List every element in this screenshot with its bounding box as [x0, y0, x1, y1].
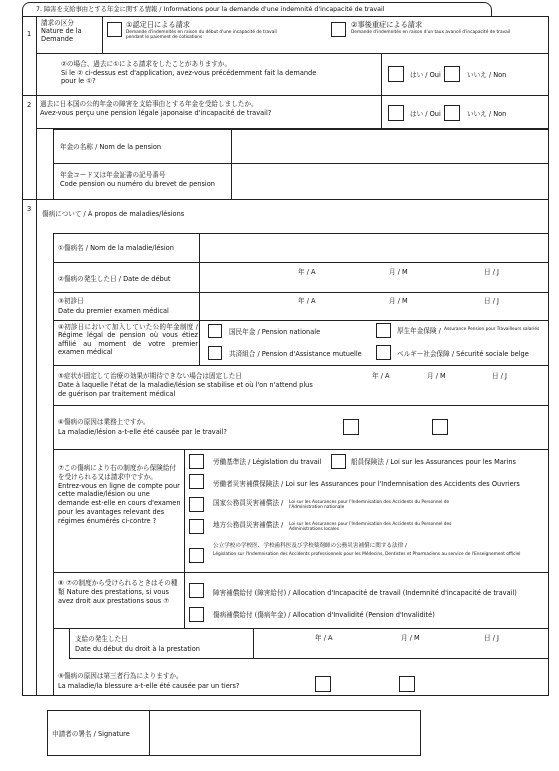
- labor-standards-label: 労働基準法 / Législation du travail: [213, 458, 322, 466]
- national-civil-servants-checkbox[interactable]: [189, 497, 204, 512]
- invalidity-compensation-label: 傷病補償給付 (傷病年金) / Allocation d'Invalidité (Pension d'Invalidité): [213, 611, 435, 619]
- post-aggravation-subtitle: Demande d'indemnités en raison d'un taux avancé d'incapacité de travail: [351, 30, 511, 35]
- prior-claim-question: ②の場合、過去に①による請求をしたことがありますか。 Si le ② ci-dessus est d'application, avez-vous précédemment fait la demande pour le ①?: [61, 60, 317, 86]
- third-party-no-checkbox[interactable]: [399, 676, 415, 692]
- past-pension-question: 過去に日本国の公的年金の障害を支給事由とする年金を受給しましたか。 Avez-vous perçu une pension légale japonaise d'incapacité de travail?: [40, 100, 272, 117]
- prior-claim-yes-label: はい / Oui: [410, 71, 441, 79]
- past-pension-no-label: いいえ / Non: [467, 110, 507, 118]
- prior-claim-no-label: いいえ / Non: [467, 71, 507, 79]
- pension-code-label: 年金コード又は年金証書の記号番号 Code pension ou numéro du brevet de pension: [60, 171, 215, 188]
- employees-pension-jp: 厚生年金保険 /: [397, 327, 441, 335]
- workers-accident-label: 労働者災害補償保険法 / Loi sur les Assurances pour l'Indemnisation des Accidents des Ouvriers: [213, 480, 520, 488]
- first-exam-label: ③初診日 Date du premier examen médical: [58, 297, 169, 315]
- national-pension-checkbox[interactable]: [208, 324, 222, 338]
- work-related-no-checkbox[interactable]: [432, 419, 448, 435]
- labor-standards-checkbox[interactable]: [189, 454, 204, 469]
- pension-name-label: 年金の名称 / Nom de la pension: [60, 143, 162, 151]
- belgian-social-security-checkbox[interactable]: [376, 345, 391, 360]
- nature-label: 請求の区分 Nature de la Demande: [41, 19, 82, 44]
- first-exam-day-label: 日 / J: [484, 297, 499, 305]
- past-pension-no-checkbox[interactable]: [444, 105, 460, 121]
- initial-claim-title: ①認定日による請求: [126, 20, 190, 29]
- belgian-social-security-label: ベルギー社会保障 / Sécurité sociale belge: [397, 350, 529, 358]
- first-exam-year-label: 年 / A: [298, 297, 316, 305]
- disability-compensation-checkbox[interactable]: [189, 583, 204, 598]
- section-1-number: 1: [27, 30, 32, 38]
- prior-claim-no-checkbox[interactable]: [444, 66, 460, 82]
- initial-claim-checkbox[interactable]: [107, 22, 122, 37]
- section-3-number: 3: [27, 205, 32, 213]
- post-aggravation-title: ②事後重症による請求: [351, 20, 423, 29]
- section-title: 7. 障害を支給事由とする年金に関する情報 / Informations pour la demande d'une indemnité d'incapacité de travail: [36, 6, 385, 13]
- third-party-question: ⑨傷病の原因は第三者行為によりますか。 La maladie/la blessure a-t-elle été causée par un tiers?: [58, 672, 240, 690]
- stabilization-date-label: ⑤症状が固定して治療の効果が期待できない場合は固定した日 Date à laquelle l'état de la maladie/lésion se stabilise et où l'on n'attend plus de guérison par traitement médical: [58, 372, 313, 398]
- local-civil-servants-fr: Loi sur les Assurances pour l'Indemnisation des Accidents du Personnel des Administrations locales: [289, 522, 452, 533]
- benefit-start-date-label: 支給の発生した日 Date du début du droit à la prestation: [75, 635, 200, 653]
- national-civil-servants-jp: 国家公務員災害補償法 /: [213, 499, 284, 507]
- first-exam-month-label: 月 / M: [389, 297, 408, 305]
- onset-day-label: 日 / J: [484, 268, 499, 276]
- local-civil-servants-checkbox[interactable]: [189, 519, 204, 534]
- signature-field[interactable]: [151, 711, 420, 755]
- invalidity-compensation-checkbox[interactable]: [189, 607, 204, 622]
- pension-regime-label: ④初診日において加入していた公的年金制度 / Régime légal de pension où vous étiez affilié au moment de votre premier examen médical: [58, 323, 198, 357]
- local-civil-servants-jp: 地方公務員災害補償法 /: [213, 521, 284, 529]
- school-medical-checkbox[interactable]: [189, 548, 204, 563]
- seamen-insurance-checkbox[interactable]: [331, 454, 346, 469]
- stabilization-month-label: 月 / M: [427, 372, 446, 380]
- onset-month-label: 月 / M: [389, 268, 408, 276]
- school-medical-jp: 公立学校の学校医、学校歯科医及び学校薬剤師の公務災害補償に関する法律 /: [213, 543, 407, 549]
- initial-claim-subtitle: Demande d'indemnités en raison du début d'une incapacité de travail pendant le paiement de cotisations: [126, 30, 277, 41]
- past-pension-yes-label: はい / Oui: [410, 110, 441, 118]
- signature-label: 申請者の署名 / Signature: [52, 730, 130, 738]
- pension-name-field[interactable]: [233, 130, 548, 163]
- benefit-start-day-label: 日 / J: [484, 634, 499, 642]
- seamen-insurance-label: 船員保険法 / Loi sur les Assurances pour les Marins: [351, 458, 516, 466]
- benefit-start-year-label: 年 / A: [315, 634, 333, 642]
- mutual-aid-checkbox[interactable]: [208, 346, 222, 360]
- work-related-question: ⑥傷病の原因は業務上ですか。 La maladie/lésion a-t-elle été causée par le travail?: [58, 418, 227, 436]
- mutual-aid-label: 共済組合 / Pension d'Assistance mutuelle: [229, 350, 362, 358]
- illness-section-title: 傷病について / À propos de maladies/lésions: [42, 210, 185, 218]
- national-pension-label: 国民年金 / Pension nationale: [229, 328, 321, 336]
- onset-date-label: ②傷病の発生した日 / Date de début: [58, 275, 171, 283]
- other-regimes-label: ⑦この傷病により右の制度から保険給付を受けられる又は請求中ですか。 Entrez-vous en ligne de compte pour cette maladie/lésion ou une demande est-elle en cours d'examen pour les avantages relevant des régimes énumérés ci-contre ?: [58, 464, 181, 525]
- employees-pension-checkbox[interactable]: [376, 323, 391, 338]
- illness-name-field[interactable]: [201, 234, 548, 262]
- illness-name-label: ①傷病名 / Nom de la maladie/lésion: [58, 244, 174, 252]
- school-medical-fr: Législation sur l'Indemnisation des Accidents professionnels pour les Médecins, Dentistes et Pharmaciens au service de l'Enseignement officiel: [213, 552, 521, 557]
- disability-compensation-label: 障害補償給付 (障害給付) / Allocation d'Incapacité de travail (Indemnité d'incapacité de travail): [213, 589, 517, 597]
- onset-year-label: 年 / A: [298, 268, 316, 276]
- third-party-yes-checkbox[interactable]: [315, 676, 331, 692]
- prior-claim-yes-checkbox[interactable]: [388, 66, 404, 82]
- employees-pension-fr: Assurance Pension pour Travailleurs salariés: [444, 327, 540, 332]
- benefit-nature-label: ⑧ ⑦の制度から受けられるときはその種類 Nature des prestations, si vous avez droit aux prestations sous ⑦: [58, 579, 178, 605]
- section-2-number: 2: [27, 101, 32, 109]
- benefit-start-month-label: 月 / M: [401, 634, 420, 642]
- post-aggravation-checkbox[interactable]: [331, 22, 346, 37]
- stabilization-day-label: 日 / J: [492, 372, 507, 380]
- pension-code-field[interactable]: [233, 165, 548, 199]
- past-pension-yes-checkbox[interactable]: [388, 105, 404, 121]
- workers-accident-checkbox[interactable]: [189, 474, 204, 489]
- stabilization-year-label: 年 / A: [372, 372, 390, 380]
- national-civil-servants-fr: Loi sur les Assurances pour l'Indemnisation des Accidents du Personnel de l'Administration nationale: [289, 500, 450, 511]
- work-related-yes-checkbox[interactable]: [343, 419, 359, 435]
